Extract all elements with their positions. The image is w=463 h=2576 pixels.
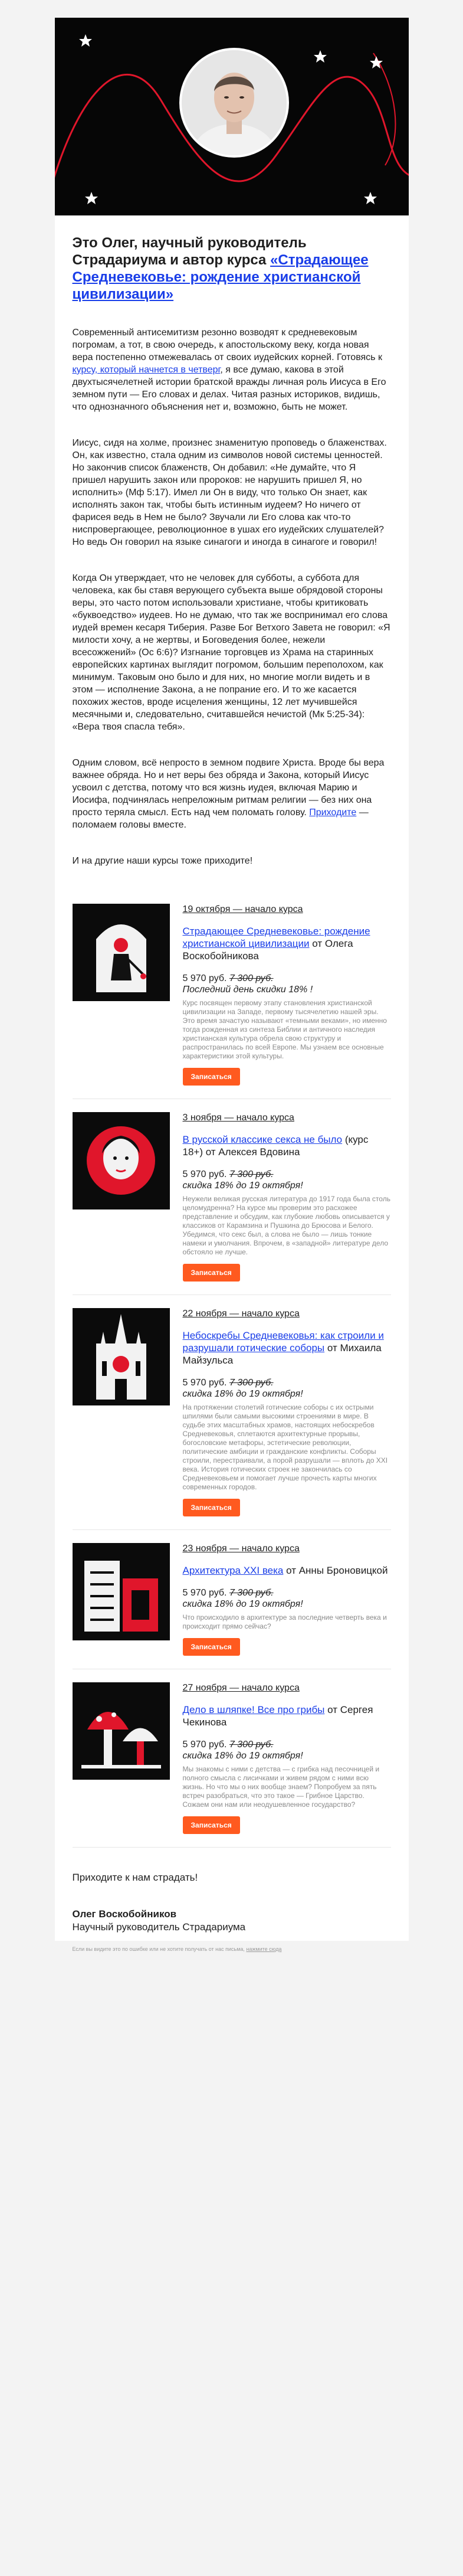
course-price bbox=[183, 1169, 391, 1180]
course-card bbox=[73, 1099, 391, 1295]
hero-banner bbox=[55, 18, 409, 215]
join-link[interactable]: Приходите bbox=[309, 808, 357, 818]
course-description: Мы знакомы с ними с детства — с грибка над песочницей и полного смысла с лисичками и живем рядом с ними всю жизнь. Но что мы о них вообще знаем? Попробуем за пять встреч разобраться, что это такое — Грибное Царство. Сожаем они нам или неодушевленное государство? bbox=[182, 1765, 380, 1809]
course-description: Неужели великая русская литература до 1917 года была столь целомудренна? На курсе мы проверим это расхожее представление и обсудим, как глубокие любовь описывается у классиков от Карамзина и Пушкина до Брюсова и Белого. Убедимся, что секс был, а слова не было — лишь тонкие намеки и умолчания. Впрочем, в «западной» литературе дело обстояло не лучше. bbox=[182, 1195, 390, 1256]
price-old: 7 300 руб. bbox=[229, 1169, 274, 1179]
paragraph-text: Одним словом, всё непросто в земном подвиге Христа. Вроде бы вера важнее обряда. Но и нет веры без обряда и Закона, который Иисус усвоил с детства, потому что вся жизнь иудея, включая Марию и Иосифа, подчинялась непреложным ритмам религии — без них она просто теряла смысл. Есть над чем поломать голову. bbox=[72, 758, 385, 818]
course-card bbox=[73, 1295, 391, 1530]
medieval-illustration bbox=[73, 904, 170, 1001]
course-discount: скидка 18% до 19 октября! bbox=[182, 1389, 303, 1399]
course-title bbox=[183, 1564, 391, 1577]
course-info bbox=[183, 1308, 391, 1516]
course-date: 23 ноября — начало курса bbox=[182, 1544, 300, 1554]
course-card bbox=[73, 1530, 391, 1669]
course-thumbnail[interactable] bbox=[73, 1543, 170, 1640]
course-date: 19 октября — начало курса bbox=[182, 904, 303, 914]
course-card bbox=[73, 891, 391, 1099]
enroll-button[interactable]: Записаться bbox=[183, 1499, 240, 1516]
price-old: 7 300 руб. bbox=[229, 1378, 274, 1388]
course-info bbox=[183, 1543, 391, 1656]
course-info bbox=[183, 1682, 391, 1834]
footer-text: Если вы видите это по ошибке или не хотите получать от нас письма, bbox=[72, 1946, 247, 1952]
course-discount: скидка 18% до 19 октября! bbox=[182, 1599, 303, 1609]
course-price bbox=[183, 1377, 391, 1388]
closing-invite: Приходите к нам страдать! bbox=[72, 1872, 198, 1883]
course-thumbnail[interactable] bbox=[73, 904, 170, 1001]
course-title bbox=[183, 1133, 391, 1158]
paragraph-text: , я все думаю, какова в этой двухтысячелетней истории братской вражды личная роль Иисуса в Его земном пути — Его словах и делах. Читая разных историков, видишь, что однозначного объяснения нет и, возможно, быть не может. bbox=[72, 365, 386, 412]
mushroom-illustration bbox=[73, 1682, 170, 1780]
price-current: 5 970 руб. bbox=[182, 1378, 229, 1388]
course-title-link[interactable]: Архитектура XXI века bbox=[182, 1565, 284, 1576]
footer bbox=[55, 1941, 409, 1957]
enroll-button[interactable]: Записаться bbox=[183, 1264, 240, 1282]
paragraph-5: И на другие наши курсы тоже приходите! bbox=[72, 856, 253, 866]
paragraph-3: Когда Он утверждает, что не человек для субботы, а суббота для человека, как бы ставя верующего субъекта выше обрядовой стороны веры, это часто потом использовали христиане, чтобы критиковать «буквоедство» иудеев. Но не думаю, что так же воспринимал его слова иудей времен кесаря Тиберия. Разве Бог Ветхого Завета не говорил: «Я милости хочу, а не жертвы, и Боговедения более, нежели всесожжений» (Ос 6:6)? Изгнание торговцев из Храма на старинных европейских картинах выглядит погромом, большим переполохом, как минимум. Таковым оно было и для них, но многие могли видеть и в этом — исполнение Закона, а не попрание его. И то же касается похожих жестов, вроде исцеления женщины, 12 лет мучившейся месячными и, следовательно, считавшейся нечистой (Мк 5:25-34): «Вера твоя спасла тебя». bbox=[72, 573, 390, 732]
course-discount: скидка 18% до 19 октября! bbox=[182, 1181, 303, 1191]
course-title bbox=[183, 925, 391, 962]
enroll-button[interactable]: Записаться bbox=[183, 1816, 240, 1834]
course-date: 22 ноября — начало курса bbox=[182, 1309, 300, 1319]
course-author: от Сергея Чекинова bbox=[182, 1704, 373, 1728]
intro-heading bbox=[73, 234, 391, 303]
course-thumbnail[interactable] bbox=[73, 1682, 170, 1780]
price-current: 5 970 руб. bbox=[182, 1740, 229, 1750]
main-content bbox=[55, 215, 409, 1957]
course-title-link[interactable]: В русской классике секса не было bbox=[182, 1134, 343, 1145]
course-card bbox=[73, 1669, 391, 1848]
price-old: 7 300 руб. bbox=[229, 1588, 274, 1598]
paragraph-4 bbox=[73, 757, 391, 831]
course-title bbox=[183, 1704, 391, 1728]
paragraph-text: — поломаем головы вместе. bbox=[72, 808, 369, 830]
cathedral-illustration bbox=[73, 1308, 170, 1405]
course-title bbox=[183, 1329, 391, 1367]
course-title-link[interactable]: Дело в шляпке! Все про грибы bbox=[182, 1704, 325, 1715]
price-current: 5 970 руб. bbox=[182, 973, 229, 983]
architecture-illustration bbox=[73, 1543, 170, 1640]
price-current: 5 970 руб. bbox=[182, 1169, 229, 1179]
signature-name: Олег Воскобойников bbox=[72, 1908, 177, 1920]
heading-text: Это Олег, научный руководитель Страдариума и автор курса bbox=[72, 235, 307, 268]
signature-role: Научный руководитель Страдариума bbox=[72, 1921, 246, 1933]
course-discount: Последний день скидки 18% ! bbox=[182, 985, 313, 995]
course-info bbox=[183, 904, 391, 1086]
course-price bbox=[183, 1739, 391, 1750]
enroll-button[interactable]: Записаться bbox=[183, 1068, 240, 1086]
course-info bbox=[183, 1112, 391, 1282]
author-avatar bbox=[179, 48, 289, 158]
paragraph-1 bbox=[73, 326, 391, 413]
course-description: Что происходило в архитектуре за последние четверть века и происходит прямо сейчас? bbox=[182, 1613, 387, 1630]
course-inline-link[interactable]: курсу, который начнется в четверг bbox=[72, 365, 221, 375]
course-price bbox=[183, 973, 391, 984]
paragraph-2: Иисус, сидя на холме, произнес знаменитую проповедь о блаженствах. Он, как известно, стала одним из символов новой системы ценностей. Но закончив список блаженств, Он добавил: «Не думайте, что Я пришел нарушить закон или пророков: не нарушить пришел Я, но исполнить» (Мф 5:17). Имел ли Он в виду, что только Он знает, как исполнять закон так, чтобы быть истинным иудеем? Но ничего от фарисея ведь в Нем не было? Звучали ли Его слова как что-то ниспровергающее, революционное в ушах его иудейских слушателей? Но ведь Он говорил на языке синагоги и иногда в синагоге и говорил! bbox=[72, 438, 387, 547]
price-old: 7 300 руб. bbox=[229, 1740, 274, 1750]
course-date: 3 ноября — начало курса bbox=[182, 1113, 294, 1123]
course-description: На протяжении столетий готические соборы с их острыми шпилями были самыми высокими строениями в мире. В судьбе этих масштабных храмов, настоящих небоскребов Средневековья, сплетаются архитектурные прорывы, богословские метафоры, эстетические революции, политические амбиции и гражданские конфликты. Соборы строили, перестраивали, а порой разрушали — вплоть до XXI века. История готических строек не закончилась со Средневековьем и помогает лучше прочесть карты многих современных городов. bbox=[182, 1403, 388, 1491]
course-date: 27 ноября — начало курса bbox=[182, 1683, 300, 1693]
portrait-photo bbox=[182, 50, 287, 155]
course-link[interactable]: «Страдающее Средневековье: рождение христианской цивилизации» bbox=[72, 252, 369, 302]
course-title-link[interactable]: Страдающее Средневековье: рождение христианской цивилизации bbox=[182, 926, 370, 949]
course-description: Курс посвящен первому этапу становления христианской цивилизации на Западе, первому тысячелетию нашей эры. Это время зачастую называют «темными веками», но именно тогда рожденная из синтеза Библии и античного наследия христианская культура обрела свою структуру и распространилась по всей Европе. Мы узнаем все основные характеристики этой культуры. bbox=[182, 999, 387, 1060]
enroll-button[interactable]: Записаться bbox=[183, 1638, 240, 1656]
price-current: 5 970 руб. bbox=[182, 1588, 229, 1598]
course-thumbnail[interactable] bbox=[73, 1308, 170, 1405]
course-author: от Михаила Майзульса bbox=[182, 1342, 382, 1366]
paragraph-text: Современный антисемитизм резонно возводят к средневековым погромам, а тот, в свою очередь, к апостольскому веку, когда новая вера постепенно отмежевалась от своих иудейских корней. Готовясь к bbox=[72, 328, 382, 362]
email-body bbox=[55, 18, 409, 1957]
unsubscribe-link[interactable]: нажмите сюда bbox=[246, 1946, 282, 1952]
course-author: от Анны Броновицкой bbox=[283, 1565, 388, 1576]
course-thumbnail[interactable] bbox=[73, 1112, 170, 1209]
price-old: 7 300 руб. bbox=[229, 973, 274, 983]
course-author: (курс 18+) от Алексея Вдовина bbox=[182, 1134, 369, 1158]
course-price bbox=[183, 1587, 391, 1598]
course-title-link[interactable]: Небоскребы Средневековья: как строили и разрушали готические соборы bbox=[182, 1330, 384, 1354]
course-discount: скидка 18% до 19 октября! bbox=[182, 1751, 303, 1761]
classic-portrait-illustration bbox=[73, 1112, 170, 1209]
course-author: от Олега Воскобойникова bbox=[182, 938, 353, 962]
